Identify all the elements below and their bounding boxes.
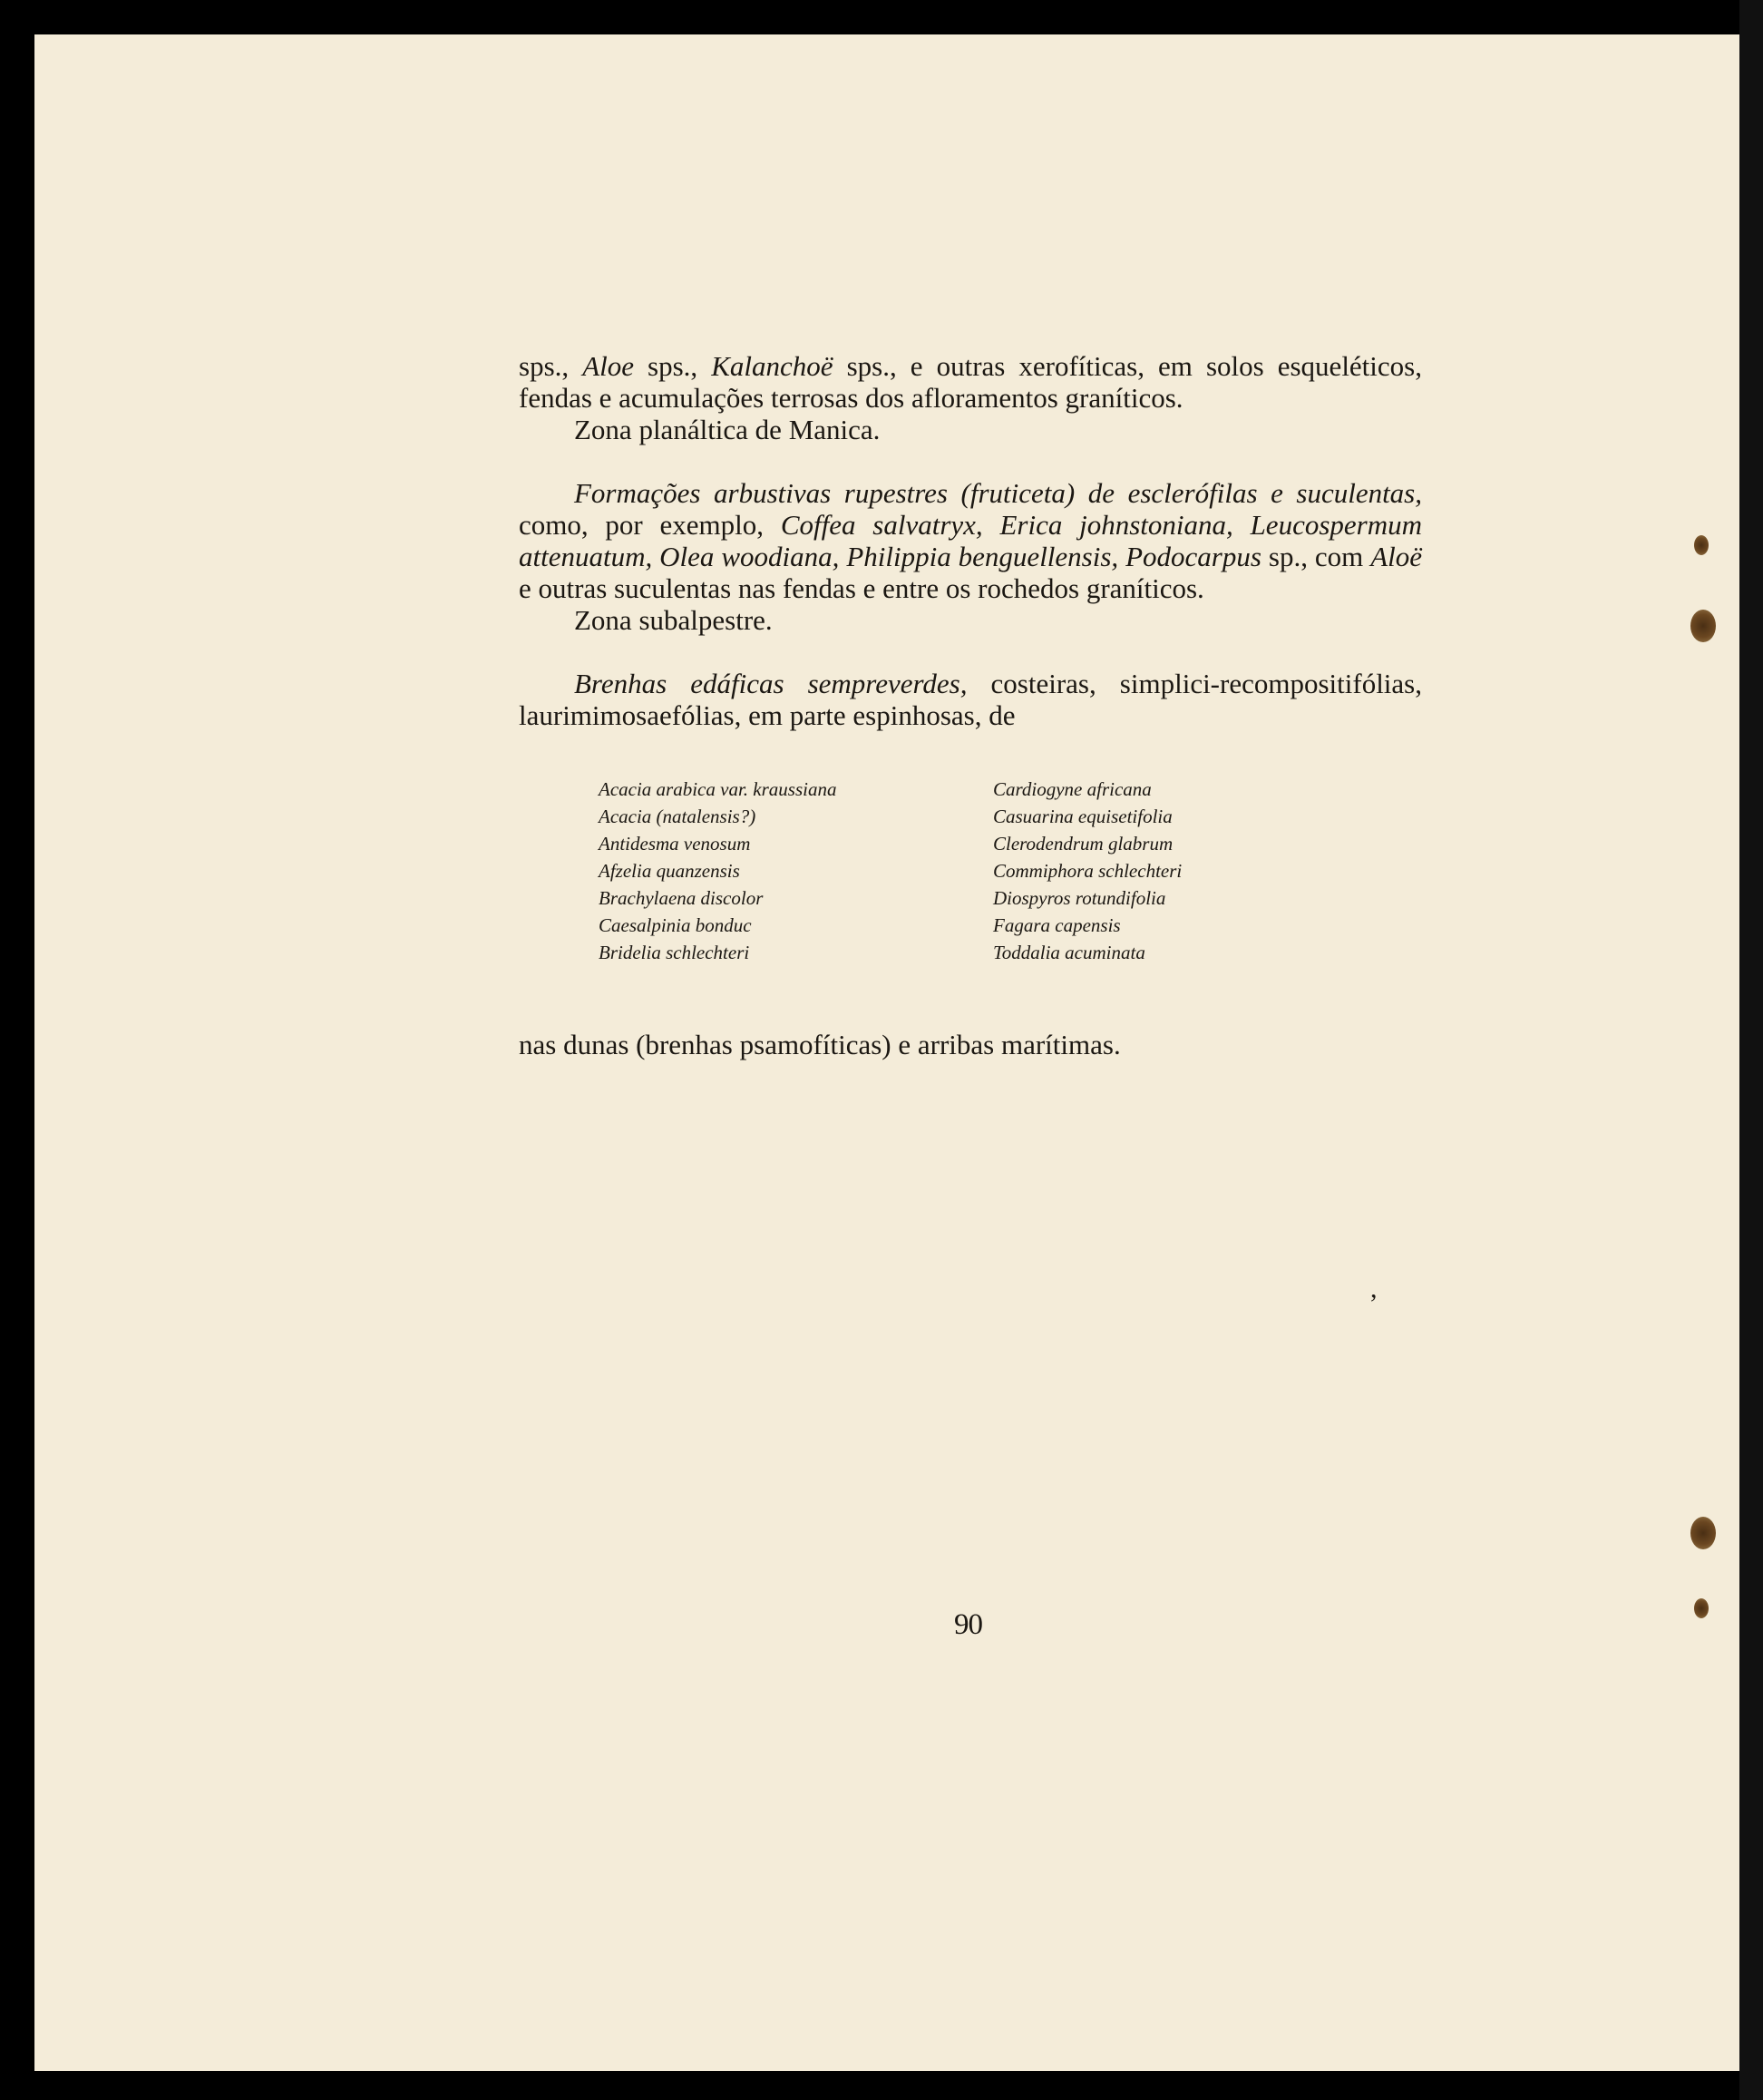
species-column-left: [599, 776, 979, 966]
main-text: [519, 350, 1422, 731]
species-item: Fagara capensis: [993, 914, 1121, 936]
species-item: Acacia arabica var. kraussiana: [599, 778, 837, 800]
punch-hole: [1694, 535, 1709, 555]
page-number: 90: [954, 1608, 982, 1641]
species-item: Cardiogyne africana: [993, 778, 1152, 800]
text-span: sps., e outras xerofíticas, em solos esqueléticos, fendas e acumulações terrosas dos afloramentos graníticos.: [519, 350, 1422, 414]
taxon: Kalanchoë: [711, 350, 833, 382]
paragraph-2: [519, 477, 1422, 604]
species-item: Afzelia quanzensis: [599, 860, 740, 882]
text-span: sp., com: [1261, 541, 1371, 572]
paragraph-1: [519, 350, 1422, 414]
species-item: Acacia (natalensis?): [599, 806, 756, 827]
punch-hole: [1694, 1598, 1709, 1618]
species-column-right: [993, 776, 1374, 966]
text-span: sps.,: [519, 350, 583, 382]
text-span: e outras suculentas nas fendas e entre os rochedos graníticos.: [519, 572, 1204, 604]
species-item: Caesalpinia bonduc: [599, 914, 752, 936]
species-item: Brachylaena discolor: [599, 887, 764, 909]
stray-mark: ,: [1370, 1274, 1378, 1304]
text-span: como, por exemplo,: [519, 509, 781, 541]
zone-heading-subalpestre: Zona subalpestre.: [574, 604, 773, 636]
zone-heading-manica: Zona planáltica de Manica.: [574, 414, 881, 445]
punch-hole: [1690, 610, 1716, 642]
taxon: Aloe: [582, 350, 634, 382]
species-item: Antidesma venosum: [599, 833, 751, 855]
taxon: Aloë: [1370, 541, 1422, 572]
species-item: Toddalia acuminata: [993, 942, 1145, 963]
text-span: costeiras, simplici-recompositifólias, laurimimosaefólias, em parte espinhosas, de: [519, 668, 1422, 731]
page-edge-strip: [1739, 0, 1763, 2100]
species-item: Clerodendrum glabrum: [993, 833, 1174, 855]
text-span: sps.,: [634, 350, 712, 382]
punch-hole: [1690, 1517, 1716, 1549]
species-item: Commiphora schlechteri: [993, 860, 1183, 882]
species-item: Diospyros rotundifolia: [993, 887, 1166, 909]
italic-title: Formações arbustivas rupestres (fruticeta) de esclerófilas e suculentas,: [574, 477, 1422, 509]
species-item: Bridelia schlechteri: [599, 942, 750, 963]
species-item: Casuarina equisetifolia: [993, 806, 1173, 827]
book-page: [34, 34, 1739, 2071]
italic-title: Brenhas edáficas sempreverdes,: [574, 668, 968, 699]
paragraph-3: [519, 668, 1422, 731]
closing-line: nas dunas (brenhas psamofíticas) e arribas marítimas.: [519, 1029, 1121, 1060]
taxon-list: Coffea salvatryx, Erica johnstoniana, Leucospermum attenuatum, Olea woodiana, Philippia benguellensis, Podocarpus: [519, 509, 1422, 572]
